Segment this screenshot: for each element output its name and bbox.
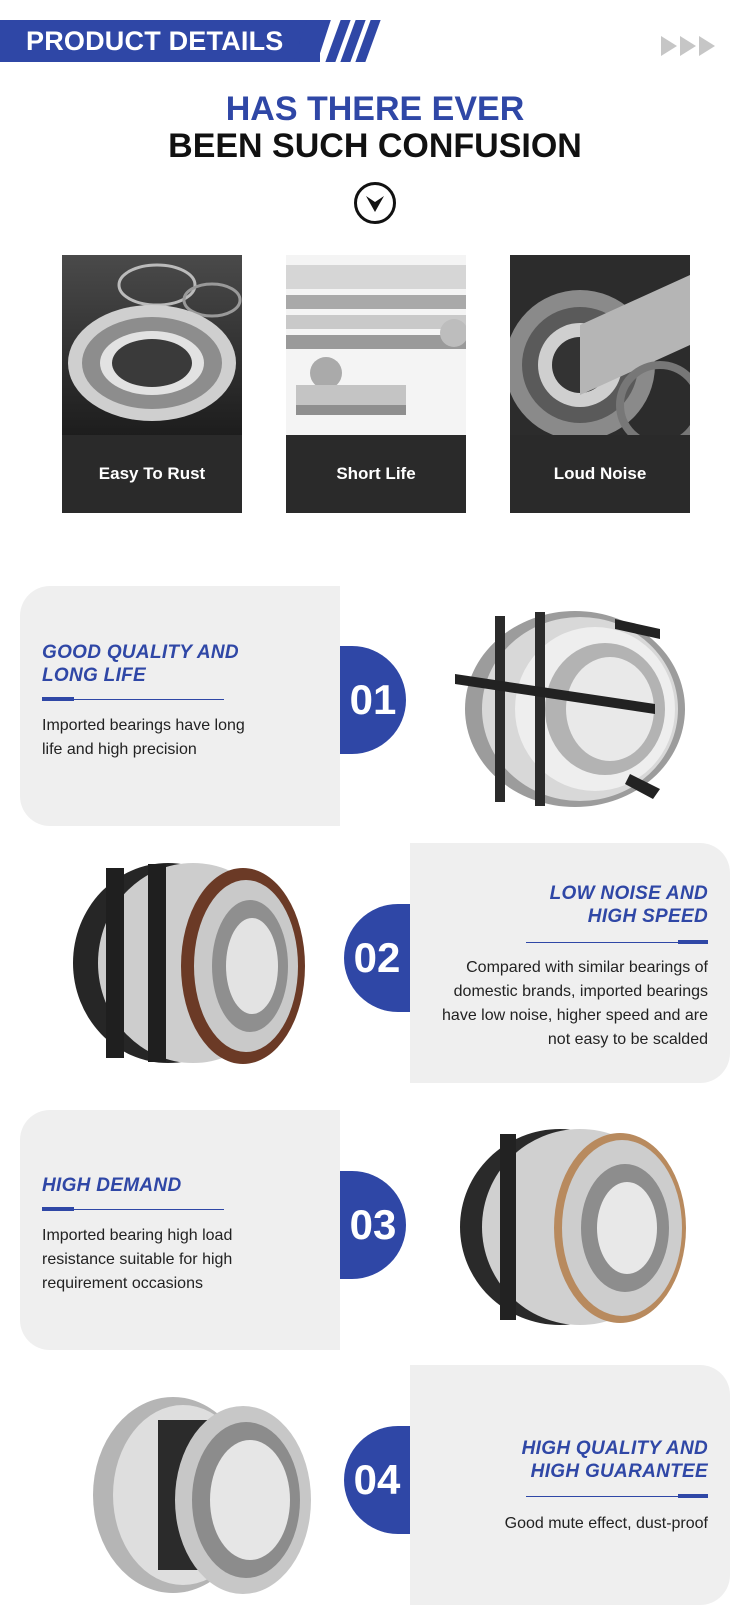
feature-panel-04	[410, 1365, 730, 1605]
worn-bearing-image	[286, 255, 466, 435]
problem-card-noise	[510, 255, 690, 513]
bearing-product-image-03	[455, 1122, 695, 1337]
feature-number-02: 02	[344, 904, 410, 1012]
feature-title-02: LOW NOISE AND HIGH SPEED	[549, 883, 708, 927]
feature-desc-01: Imported bearings have long life and high precision	[42, 717, 245, 758]
bearing-product-image-04	[78, 1390, 318, 1610]
banner-title: PRODUCT DETAILS	[26, 26, 284, 56]
problem-card-rust	[62, 255, 242, 513]
problem-label: Loud Noise	[553, 464, 647, 483]
feature-number-01: 01	[340, 646, 406, 754]
feature-desc-03: Imported bearing high load resistance suitable for high requirement occasions	[42, 1227, 233, 1292]
bearing-product-image-02	[68, 858, 318, 1078]
headline-bottom: BEEN SUCH CONFUSION	[168, 127, 582, 165]
rusty-bearing-image	[62, 255, 242, 435]
divider-accent	[42, 697, 74, 701]
divider-accent	[678, 1494, 708, 1498]
feature-desc-02: Compared with similar bearings of domestic brands, imported bearings have low noise, higher speed and are not easy to be scalded	[442, 959, 708, 1048]
bearing-product-image-01	[455, 604, 695, 819]
arrow-down-circle-icon	[354, 182, 396, 224]
headline-top: HAS THERE EVER	[225, 90, 525, 128]
feature-panel-01	[20, 586, 340, 826]
triple-chevron-icon	[661, 36, 718, 56]
noisy-bearing-image	[510, 255, 690, 435]
divider-accent	[42, 1207, 74, 1211]
problem-label: Short Life	[336, 464, 416, 483]
feature-desc-04: Good mute effect, dust-proof	[504, 1515, 708, 1532]
feature-title-01: GOOD QUALITY AND LONG LIFE	[42, 642, 239, 686]
feature-number-03: 03	[340, 1171, 406, 1279]
problem-label: Easy To Rust	[98, 464, 206, 483]
feature-title-03: HIGH DEMAND	[42, 1175, 182, 1196]
feature-title-04: HIGH QUALITY AND HIGH GUARANTEE	[521, 1438, 708, 1482]
problem-card-short-life	[286, 255, 466, 513]
feature-number-04: 04	[344, 1426, 410, 1534]
divider-accent	[678, 940, 708, 944]
